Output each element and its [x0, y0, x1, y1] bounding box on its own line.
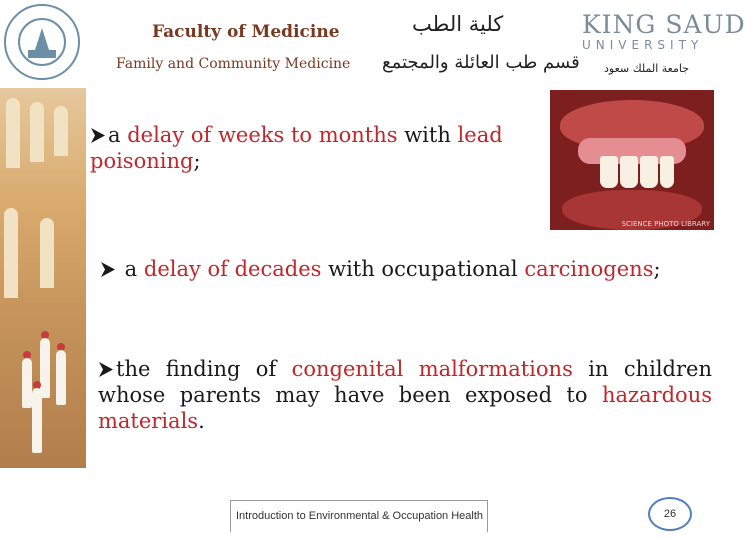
person-figure [56, 350, 66, 405]
person-figure [40, 338, 50, 398]
footer-course-title: Introduction to Environmental & Occupation Health [236, 510, 484, 522]
photo-tooth [640, 156, 658, 188]
photo-tooth [600, 156, 618, 188]
photo-arch [6, 98, 20, 168]
campus-photo [0, 88, 86, 468]
bullet-text: a [118, 257, 144, 281]
bullet-carcinogens [100, 256, 712, 282]
faculty-title-arabic: كلية الطب [412, 12, 504, 36]
bullet-text: with occupational [321, 257, 525, 281]
bullet-highlight: congenital malformations [291, 357, 573, 381]
person-figure [22, 358, 32, 408]
bullet-highlight: delay of weeks to months [127, 123, 398, 147]
photo-tooth [620, 156, 638, 188]
bullet-text: in children whose parents may have been exposed to [98, 357, 712, 407]
bullet-text: ; [653, 257, 661, 281]
faculty-title: Faculty of Medicine [152, 22, 340, 42]
photo-arch [54, 106, 68, 156]
photo-arch [30, 102, 44, 162]
person-figure [32, 388, 42, 453]
department-title: Family and Community Medicine [116, 56, 351, 72]
bullet-text: a [108, 123, 128, 147]
university-name-arabic: جامعة الملك سعود [604, 62, 690, 75]
university-logo [578, 10, 746, 54]
bullet-text: ; [193, 149, 201, 173]
lead-poisoning-mouth-photo [550, 90, 714, 230]
bullet-text: with [397, 123, 458, 147]
page-number-badge: 26 [648, 497, 692, 531]
photo-credit: SCIENCE PHOTO LIBRARY [621, 220, 710, 228]
university-logo-bottom: UNIVERSITY [582, 38, 704, 52]
photo-arch [4, 208, 18, 298]
photo-arch [40, 218, 54, 288]
arrow-bullet-icon [98, 361, 114, 378]
bullet-text: . [198, 409, 205, 433]
seal-book-icon [28, 50, 56, 58]
university-seal-logo [4, 4, 80, 80]
bullet-text: the finding of [116, 357, 292, 381]
bullet-congenital-malformations [98, 356, 712, 434]
arrow-bullet-icon [100, 261, 116, 278]
bullet-highlight: carcinogens [524, 257, 654, 281]
arrow-bullet-icon [90, 127, 106, 144]
bullet-highlight: hazardous materials [98, 383, 712, 433]
university-logo-top: KING SAUD [582, 10, 746, 39]
photo-tooth [660, 156, 674, 188]
bullet-highlight: lead poisoning [90, 123, 503, 173]
bullet-lead-poisoning [90, 122, 546, 174]
department-title-arabic: قسم طب العائلة والمجتمع [382, 52, 580, 73]
bullet-highlight: delay of decades [143, 257, 322, 281]
